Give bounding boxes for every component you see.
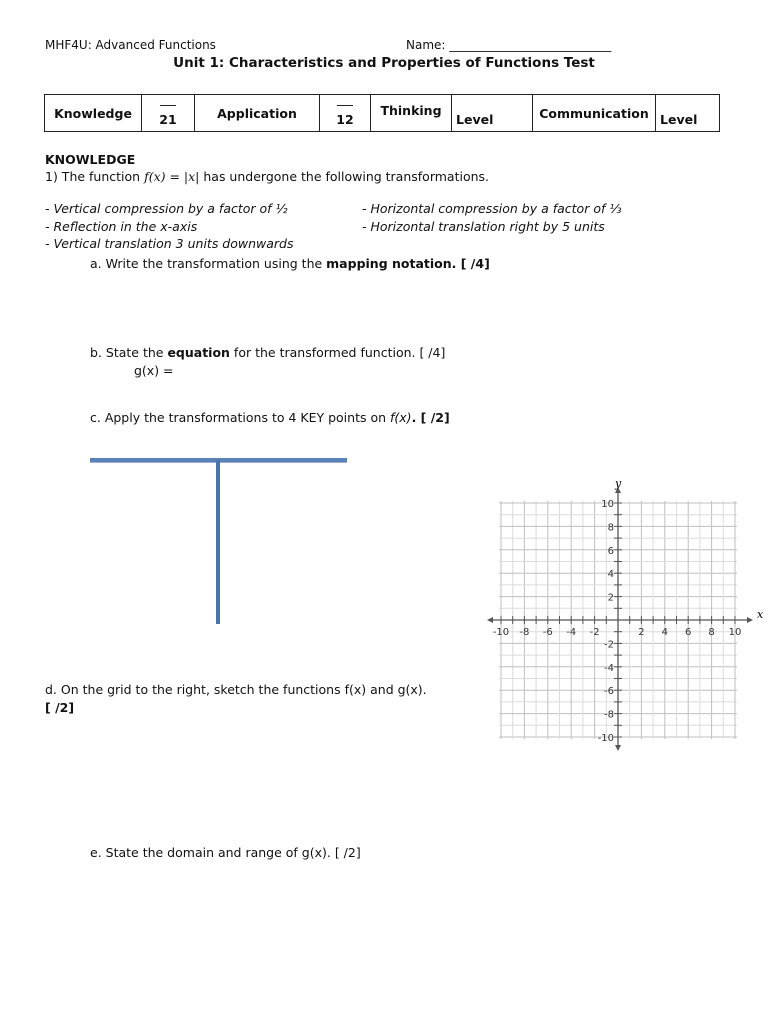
thinking-label: Thinking (371, 95, 452, 132)
part-c-marks: . [ /2] (411, 410, 450, 425)
coordinate-grid[interactable] (484, 470, 764, 760)
x-tick-label: -6 (542, 627, 553, 638)
y-tick-label: 10 (601, 499, 614, 510)
y-tick-label: -2 (604, 639, 614, 651)
y-tick-label: -6 (604, 686, 614, 698)
student-name-line[interactable]: Name: ___________________________ (406, 38, 612, 52)
part-b-bold: equation (167, 345, 230, 360)
x-tick-label: 8 (708, 627, 715, 638)
part-c-function: f(x) (390, 410, 412, 425)
t-chart-divider (216, 460, 220, 624)
part-a-bold: mapping notation (326, 256, 452, 271)
application-total: 12 (336, 112, 354, 127)
x-tick-label: 4 (661, 627, 668, 638)
y-tick-label: -10 (597, 733, 614, 744)
part-d: d. On the grid to the right, sketch the functions f(x) and g(x). (45, 682, 427, 697)
x-axis-arrow-left (487, 617, 493, 623)
score-fraction-bar (337, 105, 353, 106)
x-tick-label: 10 (728, 627, 742, 638)
knowledge-label: Knowledge (45, 95, 142, 132)
q1-prefix: 1) The function (45, 169, 145, 184)
y-axis-label: y (615, 477, 622, 490)
part-b-prefix: b. State the (90, 345, 168, 360)
part-c (90, 410, 450, 425)
score-fraction-bar (160, 105, 176, 106)
part-b (90, 345, 445, 360)
x-axis-arrow-right (747, 617, 753, 623)
q1-suffix: has undergone the following transformations. (199, 169, 490, 184)
y-axis-arrow-down (615, 745, 621, 751)
part-e: e. State the domain and range of g(x). [ /2] (90, 845, 361, 860)
y-tick-label: 4 (607, 569, 614, 581)
y-tick-label: 2 (607, 592, 614, 604)
x-tick-label: 2 (638, 627, 645, 638)
communication-label: Communication (533, 95, 656, 132)
question-1 (45, 169, 489, 184)
y-tick-label: 6 (607, 545, 614, 557)
transformation-right-1: - Horizontal compression by a factor of ⅓ (362, 201, 622, 216)
knowledge-score-cell[interactable] (142, 95, 195, 132)
transformation-left-2: - Reflection in the x-axis (45, 219, 198, 234)
application-label: Application (195, 95, 320, 132)
grid-tick-labels (493, 499, 742, 744)
y-tick-label: -8 (604, 709, 614, 721)
part-c-prefix: c. Apply the transformations to 4 KEY points on (90, 410, 390, 425)
test-title: Unit 1: Characteristics and Properties of Functions Test (173, 55, 595, 71)
part-a-prefix: a. Write the transformation using the (90, 256, 327, 271)
thinking-level[interactable]: Level (452, 95, 533, 132)
x-tick-label: -2 (589, 627, 600, 638)
section-heading: KNOWLEDGE (45, 152, 136, 167)
part-a (90, 256, 490, 271)
part-b-gx[interactable]: g(x) = (134, 363, 174, 378)
part-b-marks: for the transformed function. [ /4] (229, 345, 446, 360)
communication-level[interactable]: Level (656, 95, 720, 132)
x-tick-label: -10 (492, 627, 510, 638)
knowledge-total: 21 (159, 112, 177, 127)
course-name: MHF4U: Advanced Functions (45, 38, 216, 52)
x-axis-label: x (757, 608, 764, 621)
part-d-marks: [ /2] (45, 700, 75, 715)
application-score-cell[interactable] (320, 95, 371, 132)
transformation-left-1: - Vertical compression by a factor of ½ (45, 201, 288, 216)
x-tick-label: -4 (566, 627, 577, 638)
transformation-right-2: - Horizontal translation right by 5 units (362, 219, 605, 234)
x-tick-label: -8 (519, 627, 530, 638)
score-table (44, 94, 720, 132)
x-tick-label: 6 (685, 627, 692, 638)
y-tick-label: -4 (604, 662, 614, 674)
part-a-marks: . [ /4] (451, 256, 490, 271)
q1-function: f(x) = |x| (144, 169, 200, 184)
transformation-left-3: - Vertical translation 3 units downwards (45, 236, 294, 251)
y-tick-label: 8 (607, 522, 614, 534)
